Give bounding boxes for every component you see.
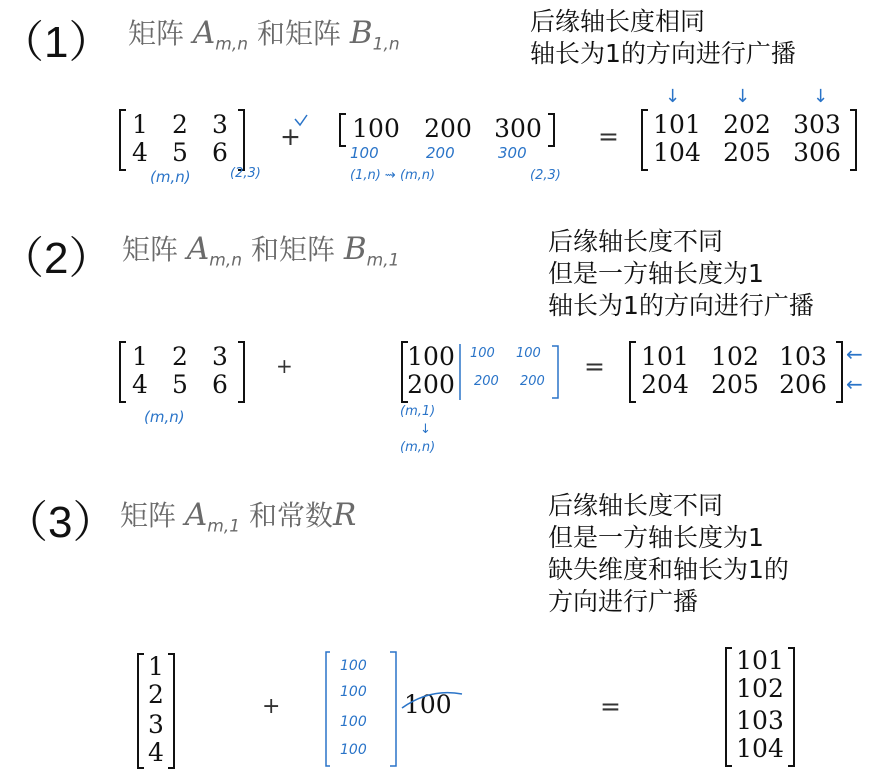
left-bracket <box>118 340 128 404</box>
plus-operator: + <box>276 354 293 378</box>
handwritten-value: 200 <box>474 374 499 389</box>
shape-label: (m,n) <box>144 408 185 426</box>
matrix-b-subscript: 1,n <box>372 34 400 55</box>
matrix-cell: 3 <box>212 342 228 371</box>
matrix-cell: 2 <box>172 110 188 139</box>
matrix-cell: 4 <box>148 738 164 767</box>
matrix-cell: 101 <box>736 646 784 675</box>
right-bracket <box>236 108 246 172</box>
handwritten-strike <box>400 684 464 714</box>
matrix-cell: 1 <box>132 110 148 139</box>
matrix-cell: 104 <box>736 734 784 763</box>
matrix-cell: 102 <box>711 342 759 371</box>
right-bracket <box>834 340 844 404</box>
section-3-result <box>724 646 796 768</box>
note-line: 后缘轴长度相同 <box>530 7 706 36</box>
note-line: 轴长为1的方向进行广播 <box>530 39 796 68</box>
section-3-notes <box>548 490 789 618</box>
matrix-cell: 104 <box>653 138 701 167</box>
handwritten-value: 100 <box>340 658 367 674</box>
matrix-b-subscript: m,1 <box>366 250 400 271</box>
heading-mid: 和矩阵 <box>248 17 350 50</box>
section-1-notes <box>530 6 796 70</box>
matrix-cell: 5 <box>172 138 188 167</box>
matrix-a-subscript: m,n <box>215 34 249 55</box>
section-1-result <box>640 108 858 172</box>
matrix-cell: 206 <box>779 370 827 399</box>
section-1-index: （1） <box>0 18 113 67</box>
handwritten-value: 100 <box>340 714 367 730</box>
matrix-a-symbol: A <box>184 497 208 533</box>
arrow-down-icon: ↓ <box>665 86 681 107</box>
right-bracket <box>848 108 858 172</box>
matrix-cell: 303 <box>793 110 841 139</box>
section-2-notes <box>548 226 814 322</box>
shape-label: (2,3) <box>530 168 561 183</box>
matrix-cell: 100 <box>352 114 400 143</box>
section-1-heading <box>128 12 400 55</box>
arrow-left-icon: ← <box>846 342 863 366</box>
handwritten-value: 100 <box>340 684 367 700</box>
matrix-cell: 101 <box>653 110 701 139</box>
handwritten-value: 100 <box>516 346 541 361</box>
matrix-cell: 103 <box>736 706 784 735</box>
constant-symbol: R <box>332 497 357 533</box>
note-line: 后缘轴长度不同 <box>548 491 724 520</box>
heading-mid: 和常数 <box>240 499 333 532</box>
handwritten-value: 100 <box>340 742 367 758</box>
handwritten-value: 200 <box>426 144 455 162</box>
arrow-down-icon: ↓ <box>735 86 751 107</box>
matrix-b-symbol: B <box>349 15 373 51</box>
scalar-value: 100 <box>404 690 452 719</box>
matrix-cell: 4 <box>132 138 148 167</box>
right-bracket <box>546 112 556 148</box>
note-line: 轴长为1的方向进行广播 <box>548 291 814 320</box>
arrow-down-icon: ↓ <box>813 86 829 107</box>
matrix-a-symbol: A <box>192 15 216 51</box>
section-3-heading <box>120 494 356 537</box>
arrow-left-icon: ← <box>846 372 863 396</box>
right-bracket <box>166 652 176 770</box>
shape-label: (m,n) <box>400 440 436 455</box>
arrow-down-icon: ↓ <box>420 422 431 437</box>
matrix-cell: 205 <box>723 138 771 167</box>
matrix-cell: 306 <box>793 138 841 167</box>
matrix-cell: 204 <box>641 370 689 399</box>
section-3-matrix-a <box>136 652 176 770</box>
matrix-cell: 5 <box>172 370 188 399</box>
handwritten-value: 200 <box>520 374 545 389</box>
matrix-cell: 4 <box>132 370 148 399</box>
matrix-cell: 103 <box>779 342 827 371</box>
right-bracket <box>786 646 796 768</box>
note-line: 后缘轴长度不同 <box>548 227 724 256</box>
plus-operator: + <box>280 122 301 151</box>
handwritten-value: 300 <box>498 144 527 162</box>
matrix-cell: 6 <box>212 138 228 167</box>
matrix-cell: 300 <box>494 114 542 143</box>
matrix-a-symbol: A <box>186 231 210 267</box>
section-2-matrix-b <box>400 340 460 404</box>
note-line: 缺失维度和轴长为1的 <box>548 555 789 584</box>
matrix-b-symbol: B <box>343 231 367 267</box>
note-line: 但是一方轴长度为1 <box>548 259 764 288</box>
shape-label: (m,n) <box>150 168 191 186</box>
matrix-cell: 100 <box>407 342 455 371</box>
matrix-cell: 200 <box>407 370 455 399</box>
plus-operator: + <box>262 694 281 719</box>
handwritten-value: 100 <box>470 346 495 361</box>
equals-operator: = <box>584 352 605 381</box>
heading-prefix: 矩阵 <box>120 499 185 532</box>
matrix-cell: 3 <box>148 710 164 739</box>
matrix-cell: 101 <box>641 342 689 371</box>
handwritten-check-mark <box>292 114 310 130</box>
matrix-cell: 1 <box>148 652 164 681</box>
heading-mid: 和矩阵 <box>242 233 344 266</box>
section-1-matrix-b <box>338 112 556 148</box>
handwritten-broadcast-row <box>340 144 550 166</box>
right-bracket <box>236 340 246 404</box>
matrix-cell: 200 <box>424 114 472 143</box>
section-2-heading <box>122 228 399 271</box>
matrix-cell: 1 <box>132 342 148 371</box>
equals-operator: = <box>600 692 621 721</box>
heading-prefix: 矩阵 <box>122 233 187 266</box>
section-2-index: （2） <box>0 234 113 283</box>
matrix-cell: 3 <box>212 110 228 139</box>
matrix-cell: 2 <box>172 342 188 371</box>
matrix-cell: 102 <box>736 674 784 703</box>
section-2-result <box>628 340 844 404</box>
section-1-matrix-a <box>118 108 248 172</box>
heading-prefix: 矩阵 <box>128 17 193 50</box>
note-line: 但是一方轴长度为1 <box>548 523 764 552</box>
matrix-a-subscript: m,1 <box>207 516 241 537</box>
matrix-cell: 202 <box>723 110 771 139</box>
matrix-cell: 6 <box>212 370 228 399</box>
left-bracket <box>338 112 348 148</box>
handwritten-value: 100 <box>350 144 379 162</box>
shape-label: (m,1) <box>400 404 436 419</box>
note-line: 方向进行广播 <box>548 587 699 616</box>
shape-label: (2,3) <box>230 166 261 181</box>
section-3-index: （3） <box>4 498 117 547</box>
matrix-a-subscript: m,n <box>209 250 243 271</box>
shape-label: (1,n) ⇝ (m,n) <box>350 168 436 183</box>
left-bracket <box>118 108 128 172</box>
section-2-matrix-a <box>118 340 248 404</box>
matrix-cell: 205 <box>711 370 759 399</box>
equals-operator: = <box>598 122 619 151</box>
matrix-cell: 2 <box>148 680 164 709</box>
